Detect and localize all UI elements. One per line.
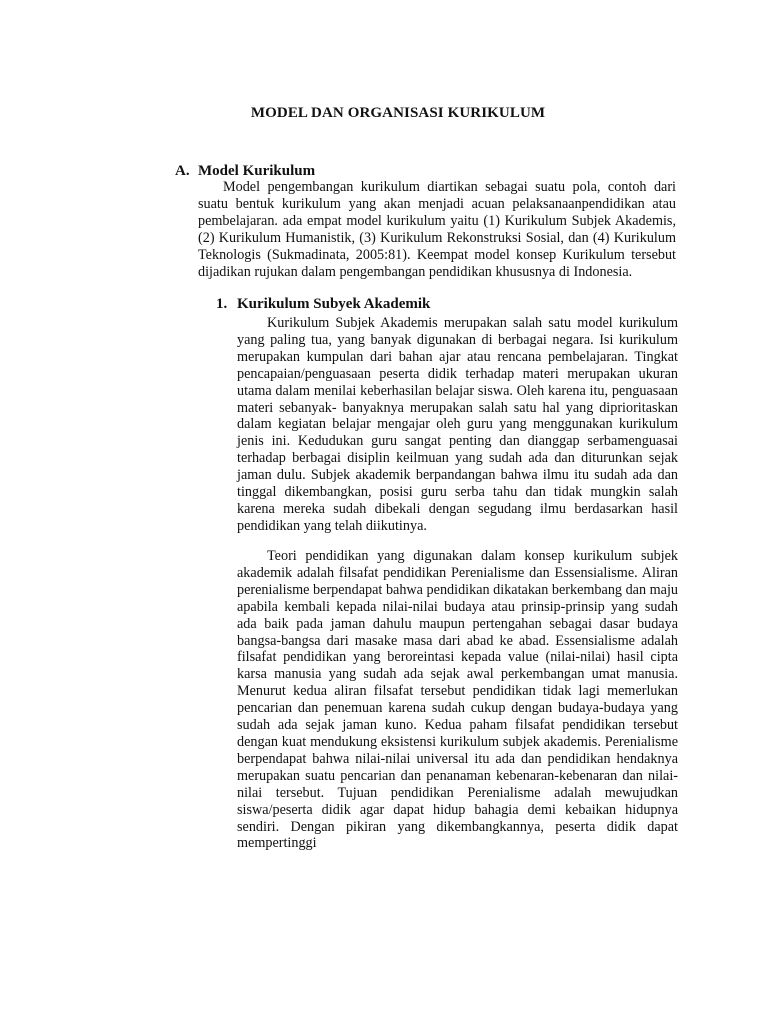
section-a-paragraph: Model pengembangan kurikulum diartikan sebagai suatu pola, contoh dari suatu bentuk kurikulum yang akan menjadi acuan pelaksanaanpendidikan atau pembelajaran. ada empat model kurikulum yaitu (1) Kurikulum Subjek Akademis, (2) Kurikulum Humanistik, (3) Kurikulum Rekonstruksi Sosial, dan (4) Kurikulum Teknologis (Sukmadinata, 2005:81). Keempat model konsep Kurikulum tersebut dijadikan rujukan dalam pengembangan pendidikan khususnya di Indonesia. [198, 179, 676, 280]
section-a-label: A. [175, 163, 190, 179]
subsection-1-heading [216, 296, 430, 313]
section-a-title: Model Kurikulum [198, 163, 316, 179]
section-a-heading [175, 163, 315, 180]
subsection-1-paragraph-1: Kurikulum Subjek Akademis merupakan salah satu model kurikulum yang paling tua, yang banyak digunakan di berbagai negara. Isi kurikulum merupakan kumpulan dari bahan ajar atau rencana pembelajaran. Tingkat pencapaian/penguasaan peserta didik terhadap materi merupakan ukuran utama dalam menilai keberhasilan belajar siswa. Oleh karena itu, penguasaan materi sebanyak- banyaknya merupakan salah satu hal yang diprioritaskan dalam kegiatan belajar mengajar oleh guru yang menggunakan kurikulum jenis ini. Kedudukan guru sangat penting dan dianggap serbamenguasai terhadap berbagai disiplin keilmuan yang sudah ada dan diturunkan sejak jaman dulu. Subjek akademik berpandangan bahwa ilmu itu sudah ada dan tinggal dikembangkan, posisi guru serba tahu dan tidak mungkin salah karena mereka sudah dibekali dengan segudang ilmu berdasarkan hasil pendidikan yang telah diikutinya. [237, 315, 678, 534]
document-title: MODEL DAN ORGANISASI KURIKULUM [250, 105, 546, 121]
subsection-1-paragraph-2: Teori pendidikan yang digunakan dalam konsep kurikulum subjek akademik adalah filsafat pendidikan Perenialisme dan Essensialisme. Aliran perenialisme berpendapat bahwa pendidikan dikatakan berkembang dan maju apabila kembali kepada nilai-nilai budaya atau prinsip-prinsip yang sudah ada baik pada jaman dahulu maupun pertengahan sebagai dasar budaya bangsa-bangsa dari masake masa dari abad ke abad. Essensialisme adalah filsafat pendidikan yang beroreintasi kepada value (nilai-nilai) hasil cipta karsa manusia yang sudah ada sejak awal perkembangan umat manusia. Menurut kedua aliran filsafat tersebut pendidikan tidak lagi memerlukan pencarian dan penemuan karena sudah cukup dengan budaya-budaya yang sudah ada sejak jaman kuno. Kedua paham filsafat pendidikan tersebut dengan kuat mendukung eksistensi kurikulum subjek akademis. Perenialisme berpendapat bahwa nilai-nilai universal itu ada dan pendidikan hendaknya merupakan suatu pencarian dan penanaman kebenaran-kebenaran dan nilai-nilai tersebut. Tujuan pendidikan Perenialisme adalah mewujudkan siswa/peserta didik agar dapat hidup bahagia demi kebaikan hidupnya sendiri. Dengan pikiran yang dikembangkannya, peserta didik dapat mempertinggi [237, 548, 678, 852]
subsection-1-label: 1. [216, 296, 228, 312]
subsection-1-title: Kurikulum Subyek Akademik [237, 296, 431, 312]
